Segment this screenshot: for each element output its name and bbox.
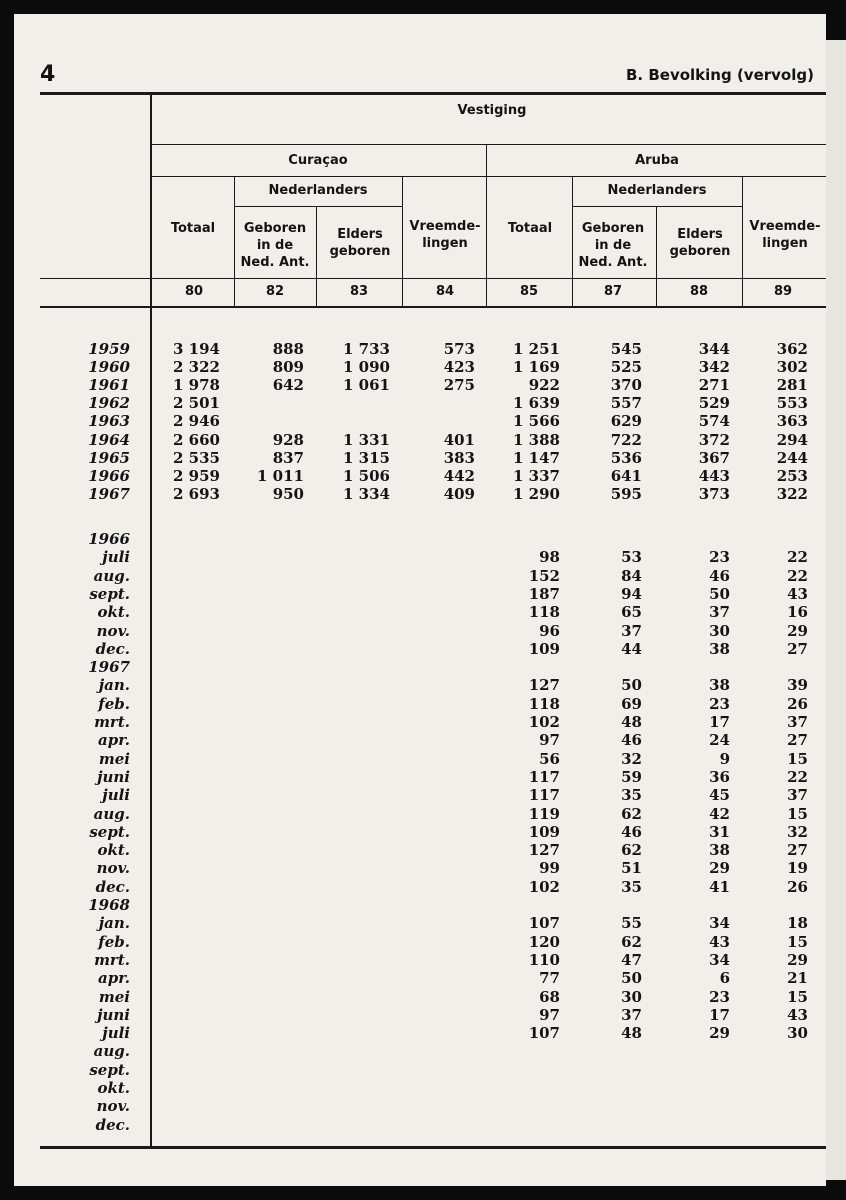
table-cell: 84 [621,566,642,585]
table-cell: 595 [610,484,642,503]
table-cell: 1 566 [513,412,560,431]
col-divider-7 [742,176,743,306]
table-cell: 370 [610,376,642,395]
header-elders-aruba: Elders geboren [669,227,731,259]
table-cell: 46 [621,822,642,841]
table-cell: 9 [719,749,730,768]
column-number: 85 [519,284,539,299]
table-cell: 545 [610,340,642,358]
row-label: juni [97,767,130,786]
table-cell: 1 388 [513,430,560,449]
row-label: 1968 [88,896,130,914]
header-nederlanders-aruba: Nederlanders [607,183,707,198]
rule-vestiging [150,144,826,145]
table-cell: 99 [539,859,560,878]
row-label: dec. [95,877,130,896]
table-cell: 35 [621,877,642,896]
col-divider-2 [316,206,317,306]
table-cell: 21 [787,969,808,988]
table-cell: 46 [709,566,730,585]
table-cell: 722 [610,430,642,449]
column-number: 80 [184,284,204,299]
table-cell: 573 [443,340,475,358]
table-cell: 271 [698,376,730,395]
table-cell: 372 [698,430,730,449]
table-cell: 46 [621,731,642,750]
table-cell: 48 [621,1024,642,1043]
rule-ned-aruba [572,206,742,207]
table-cell: 15 [787,749,808,768]
table-cell: 152 [528,566,560,585]
top-rule [40,92,826,95]
row-label: nov. [96,1097,130,1116]
row-label: juli [102,1024,130,1043]
table-cell: 23 [709,694,730,713]
table-cell: 442 [443,466,475,485]
table-cell: 529 [698,394,730,413]
table-cell: 2 535 [173,448,220,467]
table-cell: 16 [787,603,808,622]
header-totaal-aruba: Totaal [507,221,553,236]
table-cell: 37 [787,713,808,731]
table-cell: 383 [443,448,475,467]
header-vestiging: Vestiging [457,103,527,118]
table-cell: 281 [776,376,808,395]
table-cell: 29 [709,1024,730,1043]
row-label: okt. [97,841,130,860]
table-cell: 22 [787,767,808,786]
document-page [14,14,826,1186]
table-cell: 29 [787,950,808,969]
row-label: 1967 [88,658,130,677]
row-label: juli [102,548,130,567]
row-label: mrt. [94,713,130,731]
table-cell: 118 [528,694,560,713]
table-cell: 119 [528,804,560,823]
row-label: aug. [93,566,130,585]
table-cell: 39 [787,676,808,695]
row-label: 1966 [88,530,130,548]
column-number: 83 [349,284,369,299]
table-cell: 32 [621,749,642,768]
table-cell: 525 [610,358,642,377]
table-cell: 27 [787,639,808,658]
row-label: sept. [89,584,130,603]
table-cell: 55 [621,914,642,933]
table-cell: 2 660 [173,430,220,449]
header-vreemdelingen-aruba: Vreemde- lingen [749,219,821,251]
row-label: 1960 [88,358,130,377]
table-cell: 35 [621,786,642,805]
rule-below-colnums [40,306,826,308]
table-cell: 34 [709,950,730,969]
rule-islands [150,176,826,177]
table-cell: 1 331 [343,430,390,449]
table-cell: 36 [709,767,730,786]
row-label: apr. [98,969,130,988]
table-cell: 42 [709,804,730,823]
table-cell: 373 [698,484,730,503]
table-cell: 62 [621,804,642,823]
table-cell: 557 [610,394,642,413]
row-label: 1965 [88,448,130,467]
island-divider [486,144,487,306]
row-label: feb. [98,694,130,713]
table-cell: 47 [621,950,642,969]
table-cell: 275 [443,376,475,395]
header-geboren-aruba: Geboren in de Ned. Ant. [578,221,648,270]
next-page-edge [826,40,846,1180]
table-cell: 77 [539,969,560,988]
table-cell: 423 [443,358,475,377]
row-label: aug. [93,804,130,823]
table-cell: 362 [776,340,808,358]
table-cell: 253 [776,466,808,485]
table-cell: 1 315 [343,448,390,467]
table-cell: 109 [528,822,560,841]
table-cell: 96 [539,621,560,640]
column-number: 88 [689,284,709,299]
table-cell: 2 322 [173,358,220,377]
table-cell: 342 [698,358,730,377]
table-cell: 1 251 [513,340,560,358]
row-label: dec. [95,1115,130,1134]
table-cell: 322 [776,484,808,503]
table-cell: 401 [443,430,475,449]
table-cell: 18 [787,914,808,933]
row-label: 1962 [88,394,130,413]
table-cell: 37 [621,621,642,640]
table-cell: 17 [709,713,730,731]
table-cell: 44 [621,639,642,658]
table-cell: 117 [528,767,560,786]
rule-above-colnums [40,278,826,279]
table-cell: 41 [709,877,730,896]
table-cell: 102 [528,877,560,896]
table-cell: 2 946 [173,412,220,431]
col-divider-6 [656,206,657,306]
section-title: B. Bevolking (vervolg) [626,66,814,84]
column-number: 84 [435,284,455,299]
table-cell: 45 [709,786,730,805]
column-number: 89 [773,284,793,299]
table-cell: 50 [709,584,730,603]
table-cell: 50 [621,969,642,988]
table-cell: 294 [776,430,808,449]
table-cell: 363 [776,412,808,431]
row-label: nov. [96,621,130,640]
table-cell: 22 [787,548,808,567]
row-label: sept. [89,1060,130,1079]
table-cell: 187 [528,584,560,603]
table-cell: 1 639 [513,394,560,413]
table-cell: 43 [787,1005,808,1024]
table-cell: 53 [621,548,642,567]
row-label: nov. [96,859,130,878]
table-cell: 1 061 [343,376,390,395]
table-cell: 38 [709,676,730,695]
row-label: jan. [98,914,130,933]
row-label: 1964 [88,430,130,449]
header-nederlanders-curacao: Nederlanders [268,183,368,198]
table-cell: 1 506 [343,466,390,485]
table-cell: 118 [528,603,560,622]
table-cell: 29 [709,859,730,878]
table-cell: 31 [709,822,730,841]
table-cell: 536 [610,448,642,467]
table-cell: 1 334 [343,484,390,503]
table-cell: 15 [787,804,808,823]
table-cell: 38 [709,639,730,658]
table-cell: 27 [787,841,808,860]
table-cell: 23 [709,987,730,1006]
table-cell: 2 959 [173,466,220,485]
row-label: 1967 [88,484,130,503]
page-number: 4 [40,62,56,87]
table-cell: 110 [528,950,560,969]
col-divider-3 [402,176,403,306]
table-cell: 65 [621,603,642,622]
header-curacao: Curaçao [288,153,348,168]
table-cell: 43 [787,584,808,603]
row-label: juli [102,786,130,805]
table-cell: 97 [539,1005,560,1024]
table-cell: 15 [787,932,808,951]
row-label: okt. [97,603,130,622]
table-cell: 922 [528,376,560,395]
table-cell: 107 [528,1024,560,1043]
row-label: 1963 [88,412,130,431]
row-label: sept. [89,822,130,841]
table-cell: 94 [621,584,642,603]
row-label: jan. [98,676,130,695]
table-cell: 3 194 [173,340,220,358]
table-cell: 17 [709,1005,730,1024]
row-label: juni [97,1005,130,1024]
row-label: dec. [95,639,130,658]
table-cell: 344 [698,340,730,358]
table-cell: 69 [621,694,642,713]
bottom-rule [40,1146,826,1149]
table-cell: 642 [272,376,304,395]
table-cell: 1 733 [343,340,390,358]
row-label: 1966 [88,466,130,485]
table-cell: 1 337 [513,466,560,485]
table-cell: 26 [787,694,808,713]
table-cell: 107 [528,914,560,933]
table-cell: 837 [272,448,304,467]
table-cell: 2 693 [173,484,220,503]
table-cell: 27 [787,731,808,750]
table-cell: 809 [272,358,304,377]
row-label: apr. [98,731,130,750]
table-cell: 62 [621,841,642,860]
table-cell: 50 [621,676,642,695]
table-cell: 51 [621,859,642,878]
table-cell: 56 [539,749,560,768]
row-label: 1961 [88,376,130,395]
header-aruba: Aruba [635,153,679,168]
table-cell: 38 [709,841,730,860]
table-cell: 37 [621,1005,642,1024]
column-number: 87 [603,284,623,299]
table-cell: 32 [787,822,808,841]
table-cell: 127 [528,841,560,860]
table-cell: 30 [787,1024,808,1043]
table-cell: 22 [787,566,808,585]
table-cell: 553 [776,394,808,413]
header-elders-curacao: Elders geboren [329,227,391,259]
table-cell: 30 [621,987,642,1006]
table-cell: 302 [776,358,808,377]
table-cell: 98 [539,548,560,567]
table-cell: 97 [539,731,560,750]
table-cell: 29 [787,621,808,640]
header-geboren-curacao: Geboren in de Ned. Ant. [240,221,310,270]
row-label: mei [98,749,130,768]
table-cell: 950 [272,484,304,503]
table-cell: 117 [528,786,560,805]
stub-divider [150,94,152,1146]
table-cell: 629 [610,412,642,431]
table-cell: 367 [698,448,730,467]
table-cell: 443 [698,466,730,485]
table-cell: 30 [709,621,730,640]
row-label: feb. [98,932,130,951]
table-cell: 59 [621,767,642,786]
table-cell: 888 [272,340,304,358]
table-cell: 1 169 [513,358,560,377]
table-cell: 15 [787,987,808,1006]
table-cell: 1 011 [257,466,304,485]
table-cell: 6 [719,969,730,988]
table-cell: 2 501 [173,394,220,413]
table-cell: 24 [709,731,730,750]
table-cell: 1 147 [513,448,560,467]
table-cell: 62 [621,932,642,951]
table-cell: 48 [621,713,642,731]
table-cell: 244 [776,448,808,467]
table-cell: 26 [787,877,808,896]
table-cell: 23 [709,548,730,567]
row-label: 1959 [88,340,130,358]
table-cell: 68 [539,987,560,1006]
table-cell: 1 978 [173,376,220,395]
rule-ned-curacao [234,206,402,207]
table-cell: 37 [787,786,808,805]
table-cell: 43 [709,932,730,951]
header-totaal-curacao: Totaal [170,221,216,236]
table-cell: 37 [709,603,730,622]
table-cell: 1 290 [513,484,560,503]
table-cell: 102 [528,713,560,731]
table-cell: 19 [787,859,808,878]
table-cell: 109 [528,639,560,658]
table-cell: 127 [528,676,560,695]
table-cell: 34 [709,914,730,933]
table-cell: 120 [528,932,560,951]
header-vreemdelingen-curacao: Vreemde- lingen [409,219,481,251]
row-label: mrt. [94,950,130,969]
row-label: aug. [93,1042,130,1061]
row-label: okt. [97,1079,130,1097]
row-label: mei [98,987,130,1006]
table-cell: 641 [610,466,642,485]
table-cell: 928 [272,430,304,449]
table-cell: 574 [698,412,730,431]
table-cell: 409 [443,484,475,503]
column-number: 82 [265,284,285,299]
table-cell: 1 090 [343,358,390,377]
